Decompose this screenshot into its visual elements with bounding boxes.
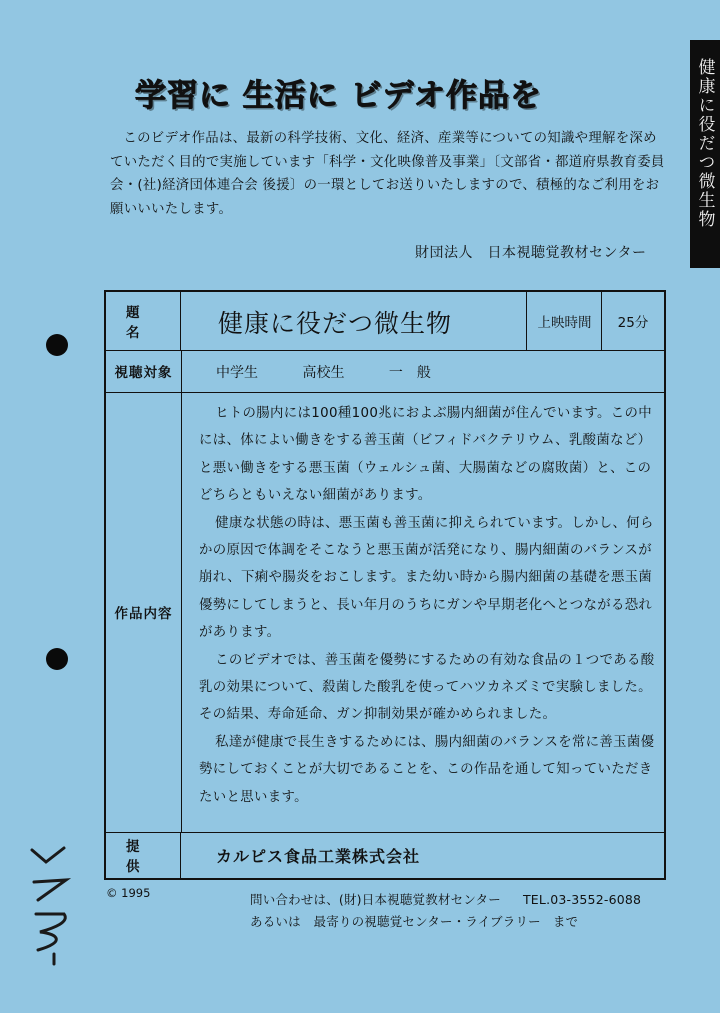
audience-item: 中学生 [216, 365, 258, 381]
side-title-tab: 健康に役だつ微生物 [690, 40, 720, 268]
organization-name: 財団法人 日本視聴覚教材センター [415, 245, 647, 261]
title-label: 題名 [106, 292, 181, 350]
content-paragraph: 健康な状態の時は、悪玉菌も善玉菌に抑えられています。しかし、何らかの原因で体調をそこなうと悪玉菌が活発になり、腸内細菌のバランスが崩れ、下痢や腸炎をおこします。また幼い時から腸内細菌の基礎を悪玉菌優勢にしてしまうと、長い年月のうちにガンや早期老化へとつながる恐れがあります。 [199, 515, 654, 641]
sponsor-label: 提供 [106, 832, 181, 878]
audience-item: 一 般 [388, 365, 431, 381]
content-label: 作品内容 [106, 392, 182, 832]
audience-row [106, 350, 664, 393]
intro-paragraph: このビデオ作品は、最新の科学技術、文化、経済、産業等についての知識や理解を深めていただく目的で実施しています「科学・文化映像普及事業」〔文部省・都道府県教育委員会・(社)経済団体連合会 後援〕の一環としてお送りいたしますので、積極的なご利用をお願いいいたします。 [110, 131, 665, 217]
contact-line-1 [250, 889, 641, 911]
contact-alt: あるいは 最寄りの視聴覚センター・ライブラリー [250, 914, 541, 929]
contact-tel: TEL.03-3552-6088 [522, 892, 642, 907]
audience-list [216, 362, 471, 382]
contact-line-2 [250, 911, 641, 933]
info-table [104, 290, 666, 880]
handwritten-code-icon [24, 842, 76, 967]
contact-info [250, 889, 641, 933]
binder-hole-icon [46, 334, 68, 356]
audience-item: 高校生 [302, 365, 345, 381]
binder-hole-icon [46, 648, 68, 670]
audience-label: 視聴対象 [106, 350, 182, 392]
headline: 学習に 生活に ビデオ作品を [135, 78, 542, 114]
sponsor-value: カルピス食品工業株式会社 [216, 847, 421, 866]
runtime-label: 上映時間 [526, 292, 602, 350]
content-paragraph: 私達が健康で長生きするためには、腸内細菌のバランスを常に善玉菌優勢にしておくことが大切であることを、この作品を通して知っていただきたいと思います。 [199, 734, 655, 805]
contact-end: まで [552, 914, 579, 929]
content-text [199, 400, 661, 811]
content-row [106, 392, 664, 833]
contact-org: 問い合わせは、(財)日本視聴覚教材センター [250, 892, 501, 907]
runtime-value: 25分 [601, 292, 664, 350]
title-row [106, 292, 664, 351]
copyright: © 1995 [106, 886, 151, 900]
content-paragraph: ヒトの腸内には100種100兆におよぶ腸内細菌が住んでいます。この中には、体によい働きをする善玉菌（ビフィドバクテリウム、乳酸菌など）と悪い働きをする悪玉菌（ウェルシュ菌、大腸菌などの腐敗菌）と、このどちらともいえない細菌があります。 [199, 406, 652, 504]
sponsor-row [106, 832, 664, 878]
content-paragraph: このビデオでは、善玉菌を優勢にするための有効な食品の１つである酸乳の効果について、殺菌した酸乳を使ってハツカネズミで実験しました。その結果、寿命延命、ガン抑制効果が確かめられました。 [199, 652, 655, 723]
title-value: 健康に役だつ微生物 [218, 309, 453, 338]
